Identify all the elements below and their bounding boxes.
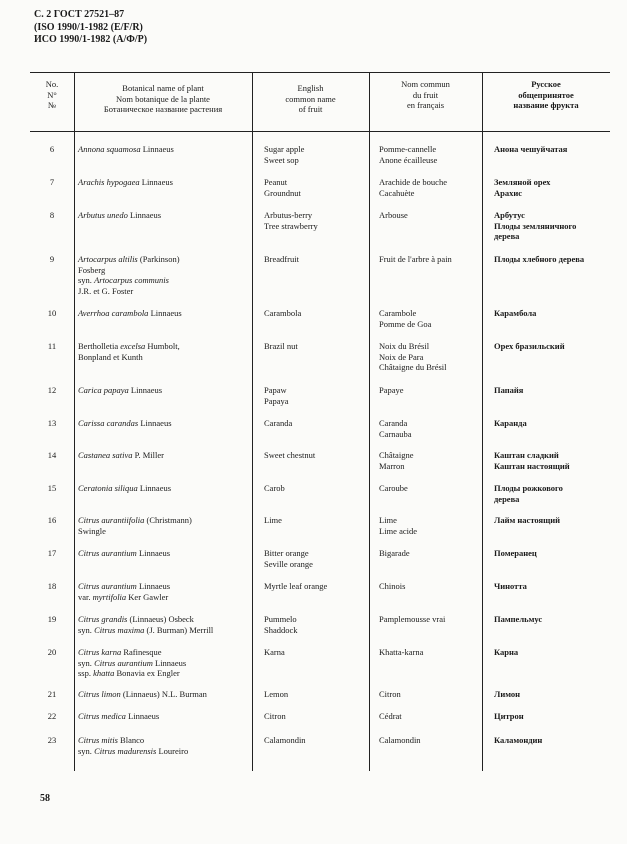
col-header-russian (482, 79, 610, 111)
name-line: Tree strawberry (264, 220, 318, 231)
name-line: Caroube (379, 483, 408, 493)
name-line: Sweet chestnut (264, 450, 316, 460)
latin-name: Arachis hypogaea (78, 177, 140, 187)
french-name-cell (379, 254, 483, 265)
row-number: 18 (47, 581, 57, 591)
name-line: Arbouse (379, 210, 408, 220)
english-name-cell (264, 254, 358, 265)
english-name-cell (264, 308, 358, 319)
row-number: 21 (47, 689, 57, 699)
russian-name-cell (494, 144, 610, 155)
name-line: Chinois (379, 581, 406, 591)
english-name-cell (264, 711, 358, 722)
botanical-name-cell (78, 254, 250, 296)
latin-name: Citrus aurantiifolia (78, 515, 145, 525)
english-name-cell (264, 418, 358, 429)
name-text: Rafinesque (121, 647, 162, 657)
col-header-botanical (74, 83, 252, 115)
name-line: Лимон (494, 689, 521, 699)
french-name-cell (379, 581, 483, 592)
name-line: Citron (379, 689, 401, 699)
col-header-line: No. (45, 79, 59, 89)
name-text: (Linnaeus) Osbeck (127, 614, 194, 624)
name-line: Arbutus-berry (264, 210, 313, 220)
latin-name: Arbutus unedo (78, 210, 128, 220)
name-line: Cacahuète (379, 187, 415, 198)
french-name-cell (379, 418, 483, 439)
name-line: Орех бразильский (494, 341, 565, 351)
botanical-name-line (78, 308, 250, 319)
botanical-name-line (78, 711, 250, 722)
name-line: Чинотта (494, 581, 527, 591)
english-name-cell (264, 483, 358, 494)
name-line: Лайм настоящий (494, 515, 561, 525)
name-line: Земляной орех (494, 177, 551, 187)
column-divider (252, 73, 253, 771)
botanical-name-line (78, 341, 250, 352)
header-line-2: (ISO 1990/1-1982 (E/F/R) (34, 21, 143, 33)
name-line: Arachide de bouche (379, 177, 447, 187)
name-line: Karna (264, 647, 285, 657)
name-line: Sugar apple (264, 144, 305, 154)
col-header-line: du fruit (412, 89, 439, 100)
botanical-name-cell (78, 483, 250, 494)
col-header-line: Nom botanique de la plante (116, 93, 210, 104)
french-name-cell (379, 548, 483, 559)
botanical-name-line (78, 625, 250, 636)
row-number: 16 (47, 515, 57, 525)
name-text: Linnaeus (140, 144, 174, 154)
french-name-cell (379, 385, 483, 396)
french-name-cell (379, 177, 483, 198)
botanical-name-line (78, 581, 250, 592)
row-number: 12 (47, 385, 57, 395)
name-line: Papaya (264, 395, 289, 406)
botanical-name-line (78, 735, 250, 746)
name-line: Carob (264, 483, 285, 493)
name-line: Noix de Para (379, 351, 424, 362)
row-number: 22 (47, 711, 57, 721)
russian-name-cell (494, 614, 610, 625)
name-line: Sweet sop (264, 154, 299, 165)
name-line: Carambola (264, 308, 302, 318)
latin-name: Carissa carandas (78, 418, 139, 428)
latin-name: Citrus karna (78, 647, 122, 657)
name-text: syn. (78, 745, 95, 756)
french-name-cell (379, 614, 483, 625)
latin-name: Citrus medica (78, 711, 126, 721)
botanical-name-line (78, 385, 250, 396)
botanical-name-line (78, 352, 250, 363)
name-line: Арбутус (494, 210, 525, 220)
botanical-name-cell (78, 515, 250, 536)
english-name-cell (264, 450, 358, 461)
french-name-cell (379, 450, 483, 471)
name-line: Shaddock (264, 624, 298, 635)
botanical-name-line (78, 548, 250, 559)
russian-name-cell (494, 711, 610, 722)
russian-name-cell (494, 385, 610, 396)
name-text: Ker Gawler (126, 591, 169, 602)
french-name-cell (379, 647, 483, 658)
russian-name-cell (494, 210, 610, 242)
name-line: Pomme de Goa (379, 318, 432, 329)
name-line: Groundnut (264, 187, 301, 198)
french-name-cell (379, 144, 483, 165)
russian-name-cell (494, 515, 610, 526)
name-text: syn. (78, 275, 95, 285)
russian-name-cell (494, 735, 610, 746)
row-number: 14 (47, 450, 57, 460)
name-text: (J. Burman) Merrill (144, 624, 214, 635)
header-separator (30, 131, 610, 132)
name-line: Lime (264, 515, 282, 525)
english-name-cell (264, 548, 358, 569)
russian-name-cell (494, 308, 610, 319)
name-line: Anone écailleuse (379, 154, 438, 165)
botanical-name-line (78, 526, 250, 537)
name-line: Pummelo (264, 614, 297, 624)
name-line: Цитрон (494, 711, 524, 721)
french-name-cell (379, 210, 483, 221)
col-header-line: Русское (531, 79, 561, 89)
russian-name-cell (494, 177, 610, 198)
name-line: Анона чешуйчатая (494, 144, 568, 154)
russian-name-cell (494, 450, 610, 471)
name-line: Померанец (494, 548, 537, 558)
botanical-name-cell (78, 735, 250, 756)
col-header-line: № (47, 100, 57, 110)
english-name-cell (264, 647, 358, 658)
row-number: 17 (47, 548, 57, 558)
name-text: Loureiro (156, 745, 189, 756)
name-text: (Parkinson) (137, 254, 180, 264)
russian-name-cell (494, 581, 610, 592)
name-line: Châtaigne du Brésil (379, 362, 447, 372)
botanical-name-line (78, 210, 250, 221)
latin-name: Citrus madurensis (94, 745, 157, 756)
name-line: Carambole (379, 308, 417, 318)
name-line: Papaw (264, 385, 287, 395)
russian-name-cell (494, 418, 610, 429)
english-name-cell (264, 144, 358, 165)
name-line: Caranda (379, 418, 408, 428)
botanical-name-line (78, 668, 250, 679)
english-name-cell (264, 177, 358, 198)
col-header-line: en français (406, 100, 445, 110)
col-header-french (369, 79, 482, 111)
botanical-name-line (78, 144, 250, 155)
latin-name: excelsa (120, 341, 146, 351)
latin-name: khatta (93, 668, 115, 678)
row-number: 6 (49, 144, 55, 154)
row-number: 8 (49, 210, 55, 220)
botanical-name-line (78, 614, 250, 625)
botanical-name-cell (78, 647, 250, 679)
english-name-cell (264, 581, 358, 592)
name-text: syn. (78, 624, 95, 635)
latin-name: Annona squamosa (78, 144, 141, 154)
col-header-line: Ботаническое название растения (103, 104, 223, 114)
botanical-name-cell (78, 689, 250, 700)
name-line: Каштан сладкий (494, 450, 559, 460)
fruit-names-table (30, 72, 610, 771)
botanical-name-cell (78, 581, 250, 602)
botanical-name-line (78, 418, 250, 429)
name-line: Marron (379, 460, 405, 471)
name-line: Noix du Brésil (379, 341, 430, 351)
row-number: 20 (47, 647, 57, 657)
name-line: Myrtle leaf orange (264, 581, 328, 591)
name-line: Citron (264, 711, 286, 721)
name-line: Lime (379, 515, 397, 525)
name-text: Linnaeus (136, 548, 171, 558)
header-line-1: С. 2 ГОСТ 27521–87 (34, 9, 125, 20)
name-text: Bonpland et Kunth (78, 351, 143, 362)
latin-name: Carica papaya (78, 385, 129, 395)
name-text: Linnaeus (128, 385, 163, 395)
header-line-3: ИСО 1990/1-1982 (А/Ф/Р) (34, 34, 148, 45)
botanical-name-line (78, 658, 250, 669)
botanical-name-cell (78, 210, 250, 221)
french-name-cell (379, 341, 483, 373)
name-text: Swingle (78, 525, 106, 536)
name-text: (Linnaeus) N.L. Burman (120, 689, 207, 699)
row-number: 7 (49, 177, 55, 187)
page-number: 58 (40, 793, 50, 804)
name-line: Fruit de l'arbre à pain (379, 254, 452, 264)
col-header-line: Nom commun (401, 79, 450, 89)
name-text: Bertholletia (78, 341, 121, 351)
name-text: ssp. (78, 668, 94, 678)
name-line: Châtaigne (379, 450, 414, 460)
name-line: Khatta-karna (379, 647, 424, 657)
name-text: Linnaeus (138, 418, 172, 428)
name-text: Bonavia ex Engler (114, 668, 180, 678)
botanical-name-line (78, 265, 250, 276)
russian-name-cell (494, 689, 610, 700)
name-text: Linnaeus (125, 711, 160, 721)
botanical-name-cell (78, 418, 250, 429)
column-divider (369, 73, 370, 771)
botanical-name-line (78, 275, 250, 286)
col-header-english (252, 83, 369, 115)
name-text: Linnaeus (148, 308, 182, 318)
english-name-cell (264, 689, 358, 700)
name-line: Карна (494, 647, 519, 657)
name-line: Плоды земляничного (494, 220, 577, 231)
english-name-cell (264, 341, 358, 352)
name-line: Papaye (379, 385, 404, 395)
french-name-cell (379, 515, 483, 536)
botanical-name-line (78, 515, 250, 526)
col-header-line: of fruit (298, 104, 323, 114)
col-header-line: English (297, 83, 324, 93)
name-line: Seville orange (264, 558, 313, 569)
latin-name: Citrus aurantium (94, 657, 153, 668)
botanical-name-line (78, 483, 250, 494)
english-name-cell (264, 614, 358, 635)
botanical-name-line (78, 647, 250, 658)
row-number: 9 (49, 254, 55, 264)
name-line: Peanut (264, 177, 288, 187)
row-number: 19 (47, 614, 57, 624)
name-text: Linnaeus (136, 581, 171, 591)
name-text: Humbolt, (145, 341, 180, 351)
botanical-name-line (78, 286, 250, 297)
name-line: Плоды рожкового (494, 483, 563, 493)
name-line: Pomme-cannelle (379, 144, 437, 154)
latin-name: Artocarpus communis (94, 275, 169, 285)
name-text: Linnaeus (127, 210, 162, 220)
botanical-name-cell (78, 548, 250, 559)
botanical-name-cell (78, 177, 250, 188)
russian-name-cell (494, 548, 610, 559)
col-header-line: название фрукта (513, 100, 579, 110)
col-header-line: common name (285, 93, 336, 104)
name-line: Каранда (494, 418, 527, 428)
col-header-no (30, 79, 74, 111)
botanical-name-cell (78, 144, 250, 155)
latin-name: Citrus aurantium (78, 581, 137, 591)
english-name-cell (264, 210, 358, 231)
botanical-name-cell (78, 341, 250, 362)
botanical-name-line (78, 450, 250, 461)
name-text: var. (78, 591, 93, 602)
english-name-cell (264, 385, 358, 406)
name-text: syn. (78, 657, 95, 668)
botanical-name-line (78, 746, 250, 757)
row-number: 23 (47, 735, 57, 745)
col-header-line: Botanical name of plant (122, 83, 204, 93)
name-text: (Christmann) (144, 515, 192, 525)
page-header (34, 9, 147, 47)
name-text: Blanco (117, 735, 145, 745)
latin-name: myrtifolia (92, 591, 127, 602)
botanical-name-cell (78, 614, 250, 635)
name-line: Каштан настоящий (494, 460, 570, 471)
latin-name: Citrus maxima (94, 624, 145, 635)
latin-name: Averrhoa carambola (78, 308, 149, 318)
russian-name-cell (494, 254, 610, 265)
name-line: Caranda (264, 418, 293, 428)
botanical-name-line (78, 177, 250, 188)
name-line: Breadfruit (264, 254, 299, 264)
name-text: Linnaeus (139, 177, 173, 187)
botanical-name-line (78, 689, 250, 700)
name-text: P. Miller (132, 450, 164, 460)
name-line: дерева (494, 493, 520, 504)
latin-name: Ceratonia siliqua (78, 483, 138, 493)
name-line: Brazil nut (264, 341, 298, 351)
name-text: Fosberg (78, 264, 106, 275)
name-line: Lime acide (379, 525, 417, 536)
name-text: J.R. et G. Foster (78, 285, 134, 296)
row-number: 15 (47, 483, 57, 493)
latin-name: Citrus limon (78, 689, 121, 699)
botanical-name-cell (78, 450, 250, 461)
col-header-line: общепринятое (518, 89, 574, 100)
row-number: 10 (47, 308, 57, 318)
french-name-cell (379, 689, 483, 700)
french-name-cell (379, 735, 483, 746)
name-line: дерева (494, 231, 520, 241)
botanical-name-cell (78, 308, 250, 319)
name-line: Пампельмус (494, 614, 543, 624)
latin-name: Citrus grandis (78, 614, 128, 624)
name-line: Плоды хлебного дерева (494, 254, 585, 264)
name-line: Calamondin (379, 735, 421, 745)
row-number: 11 (47, 341, 57, 351)
botanical-name-cell (78, 711, 250, 722)
name-line: Карамбола (494, 308, 537, 318)
name-line: Pamplemousse vrai (379, 614, 446, 624)
russian-name-cell (494, 483, 610, 504)
name-text: Linnaeus (152, 657, 187, 668)
french-name-cell (379, 308, 483, 329)
name-line: Арахис (494, 187, 523, 198)
botanical-name-cell (78, 385, 250, 396)
name-line: Lemon (264, 689, 289, 699)
french-name-cell (379, 711, 483, 722)
name-line: Папайя (494, 385, 524, 395)
name-line: Bigarade (379, 548, 410, 558)
russian-name-cell (494, 341, 610, 352)
english-name-cell (264, 735, 358, 746)
name-line: Carnauba (379, 428, 412, 439)
latin-name: Citrus aurantium (78, 548, 137, 558)
botanical-name-line (78, 254, 250, 265)
name-line: Cédrat (379, 711, 402, 721)
name-line: Каламондин (494, 735, 543, 745)
russian-name-cell (494, 647, 610, 658)
english-name-cell (264, 515, 358, 526)
row-number: 13 (47, 418, 57, 428)
name-line: Bitter orange (264, 548, 309, 558)
name-text: Linnaeus (137, 483, 172, 493)
latin-name: Castanea sativa (78, 450, 133, 460)
name-line: Calamondin (264, 735, 306, 745)
french-name-cell (379, 483, 483, 494)
column-divider (74, 73, 75, 771)
latin-name: Artocarpus altilis (78, 254, 138, 264)
botanical-name-line (78, 592, 250, 603)
latin-name: Citrus mitis (78, 735, 118, 745)
col-header-line: N° (47, 89, 57, 100)
